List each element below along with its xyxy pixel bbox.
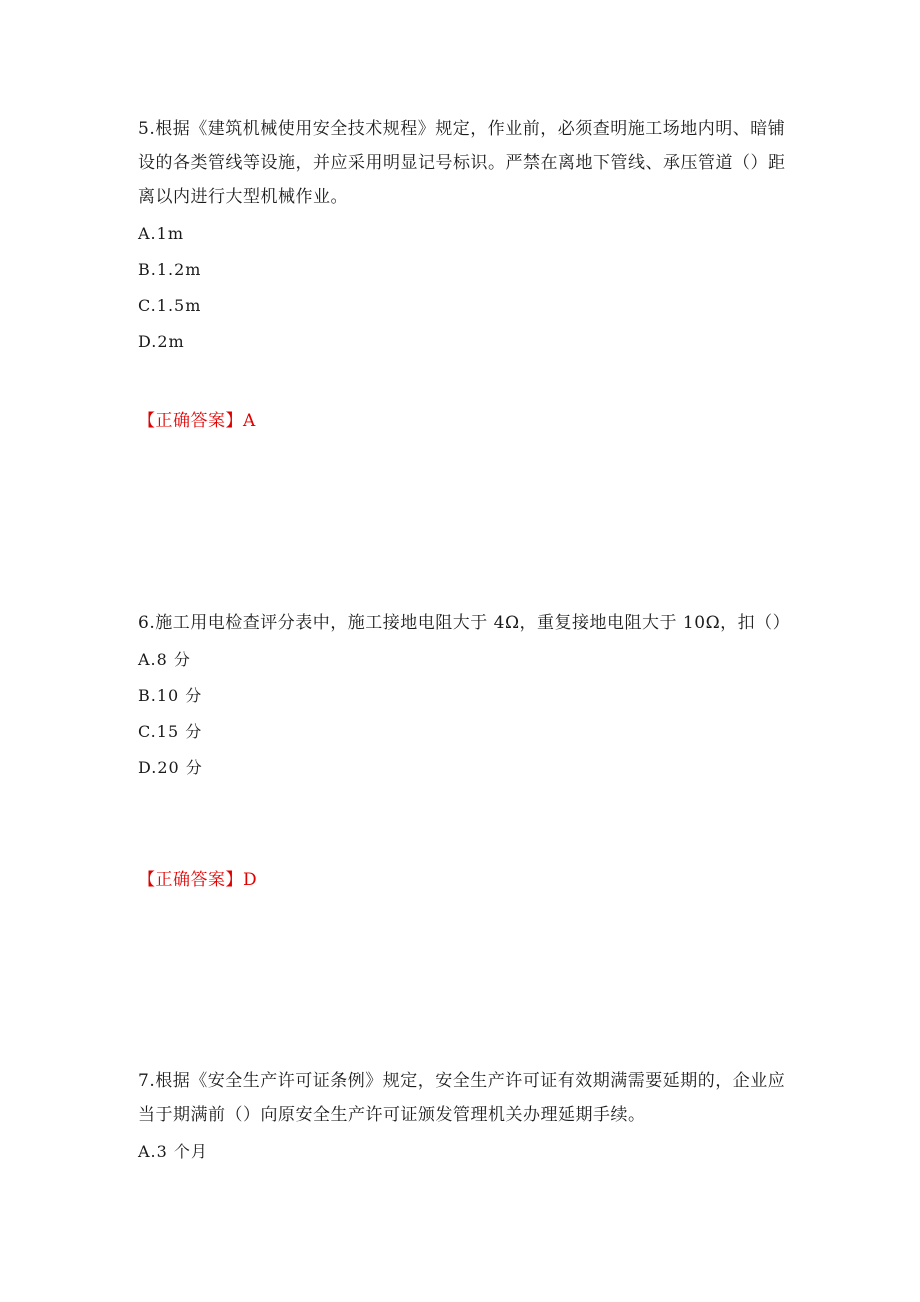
question-text: 6.施工用电检查评分表中，施工接地电阻大于 4Ω，重复接地电阻大于 10Ω，扣（） [138, 613, 791, 633]
question-text: 5.根据《建筑机械使用安全技术规程》规定，作业前，必须查明施工场地内明、暗铺设的各类管线等设施，并应采用明显记号标识。严禁在离地下管线、承压管道（）距离以内进行大型机械作业。 [138, 119, 786, 207]
option-c: C.1.5m [138, 296, 202, 315]
option-a: A.1m [138, 224, 184, 243]
option-b: B.10 分 [138, 686, 203, 705]
option-d: D.2m [138, 332, 185, 351]
option-c: C.15 分 [138, 722, 203, 741]
option-list [138, 216, 798, 360]
option-a: A.8 分 [138, 650, 191, 669]
question-6 [138, 606, 798, 786]
question-text: 7.根据《安全生产许可证条例》规定，安全生产许可证有效期满需要延期的，企业应当于期满前（）向原安全生产许可证颁发管理机关办理延期手续。 [138, 1071, 786, 1125]
option-d: D.20 分 [138, 758, 203, 777]
correct-answer-5: 【正确答案】A [138, 411, 256, 431]
option-list [138, 642, 798, 786]
question-5 [138, 112, 798, 360]
question-7 [138, 1064, 798, 1170]
correct-answer-6: 【正确答案】D [138, 870, 258, 890]
option-list [138, 1134, 798, 1170]
option-b: B.1.2m [138, 260, 202, 279]
option-a: A.3 个月 [138, 1142, 208, 1161]
